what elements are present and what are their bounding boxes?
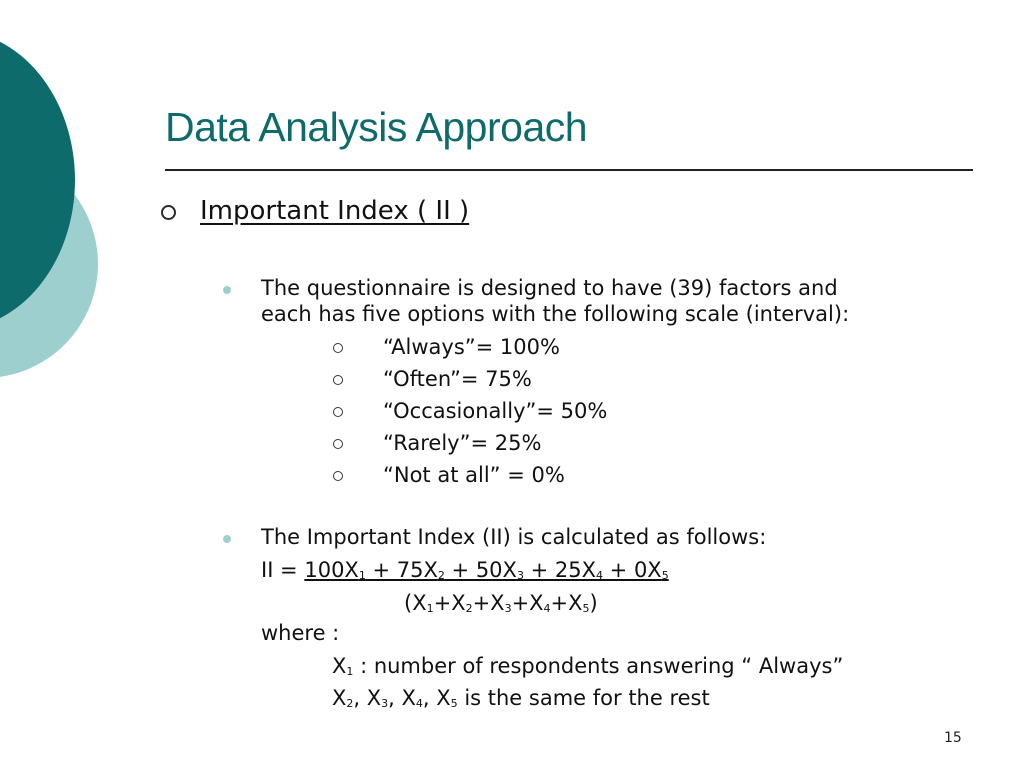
hollow-bullet-icon: [333, 407, 343, 417]
scale-item: “Rarely”= 25%: [383, 431, 542, 455]
scale-item: “Always”= 100%: [383, 335, 560, 359]
dot-bullet-icon: [223, 535, 231, 543]
formula-numerator: $100X_1 + 75X_2 + 50X_3 + 25X_4 + 0X_5$: [304, 558, 669, 582]
title-divider: [165, 169, 973, 171]
para1-line2: each has five options with the following scale (interval):: [261, 302, 850, 326]
where-label: where :: [261, 621, 340, 645]
definition-x1: $X_1$ : number of respondents answering “ Always”: [332, 654, 844, 678]
heading-important-index: Important Index ( II ): [200, 196, 470, 226]
hollow-bullet-icon: [333, 343, 343, 353]
hollow-bullet-icon: [161, 205, 176, 220]
scale-item: “Often”= 75%: [383, 367, 532, 391]
formula-denominator: $(X_1+X_2+X_3+X_4+X_5)$: [404, 591, 598, 615]
slide-title: Data Analysis Approach: [165, 104, 588, 150]
hollow-bullet-icon: [333, 375, 343, 385]
scale-item: “Occasionally”= 50%: [383, 399, 608, 423]
slide-number: 15: [944, 730, 962, 746]
para2-text: The Important Index (II) is calculated as follows:: [261, 525, 767, 549]
formula-numerator-line: II = $100X_1 + 75X_2 + 50X_3 + 25X_4 + 0X_5$: [261, 558, 669, 582]
hollow-bullet-icon: [333, 471, 343, 481]
definition-rest: $X_2$, $X_3$, $X_4$, $X_5$ is the same for the rest: [332, 686, 710, 710]
para1-line1: The questionnaire is designed to have (39) factors and: [261, 276, 838, 300]
scale-item: “Not at all” = 0%: [383, 463, 565, 487]
hollow-bullet-icon: [333, 439, 343, 449]
dot-bullet-icon: [223, 286, 231, 294]
